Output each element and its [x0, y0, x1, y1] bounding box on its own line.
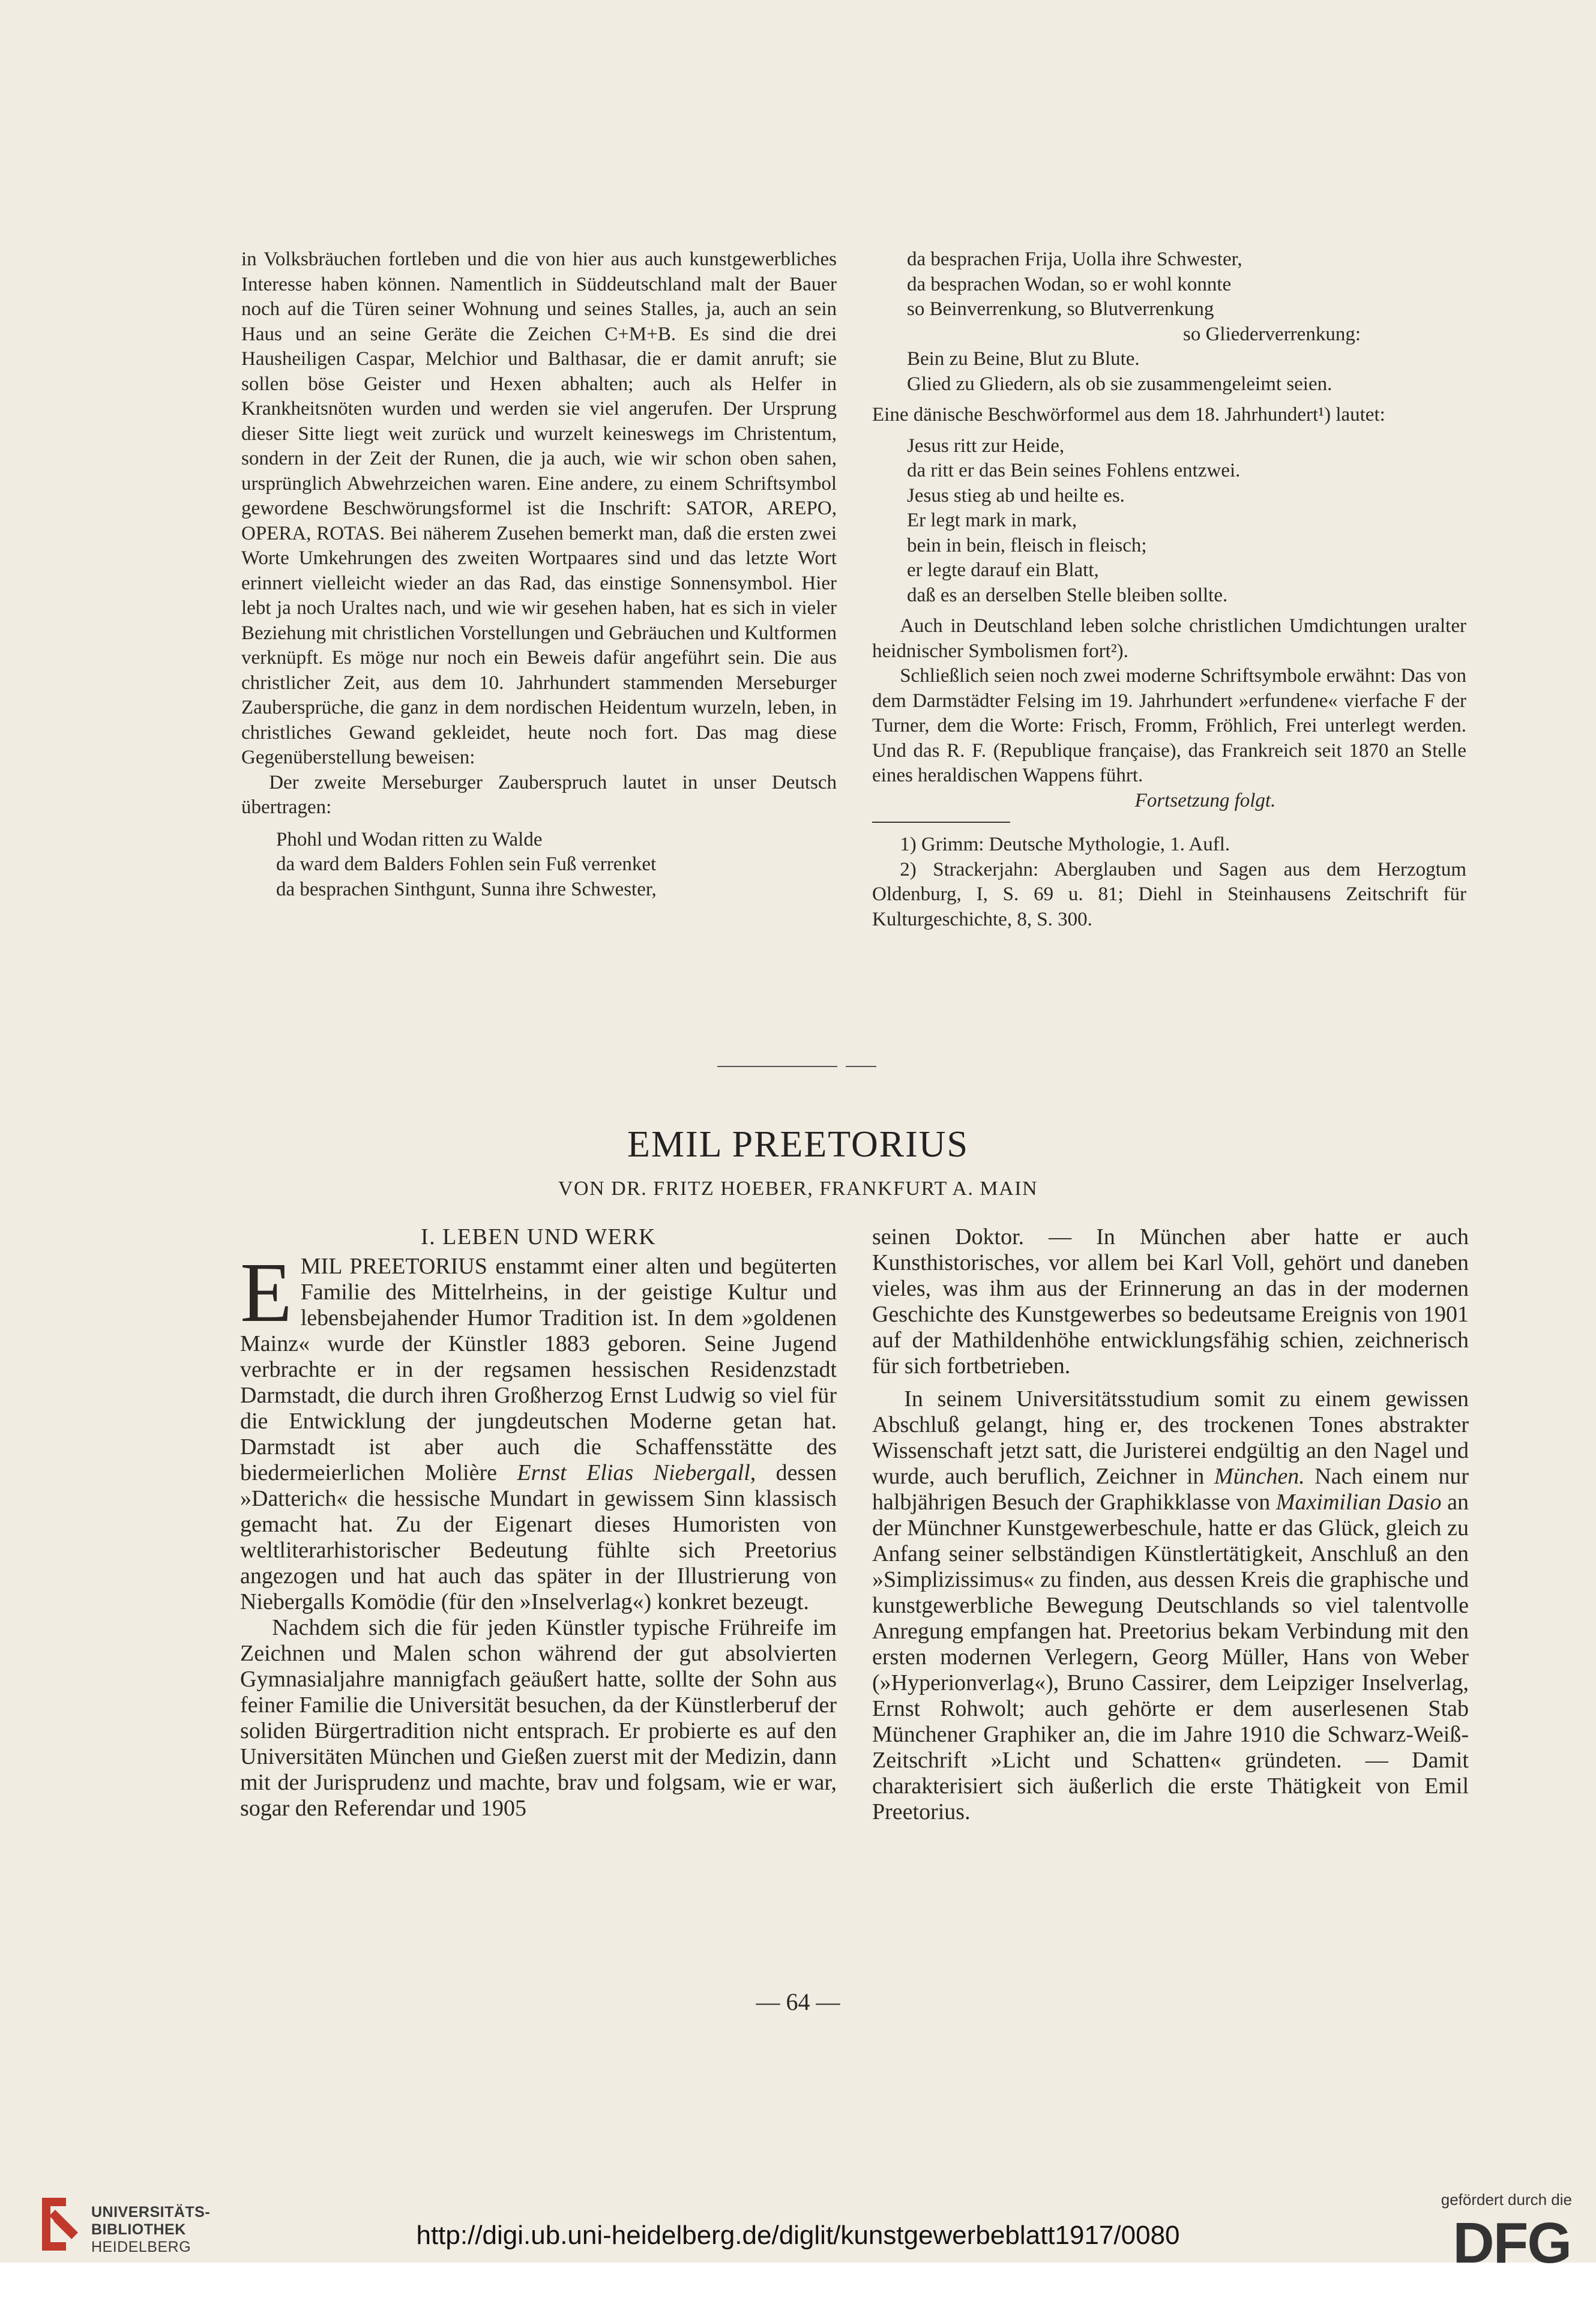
university-library-name: UNIVERSITÄTS- BIBLIOTHEK HEIDELBERG — [91, 2204, 211, 2255]
verse-line: so Gliederverrenkung: — [1183, 323, 1361, 345]
verse-line: so Beinverrenkung, so Blutverrenkung — [907, 298, 1214, 320]
verse-line: Bein zu Beine, Blut zu Blute. — [907, 348, 1140, 370]
verse-line: Er legt mark in mark, — [907, 510, 1077, 531]
footnote: 1) Grimm: Deutsche Mythologie, 1. Aufl. — [900, 834, 1230, 855]
verse-line: Phohl und Wodan ritten zu Walde — [276, 828, 543, 850]
article-title: EMIL PREETORIUS — [627, 1124, 969, 1165]
lower-right-column — [872, 1224, 1469, 1825]
verse-line: daß es an derselben Stelle bleiben sollte. — [907, 584, 1228, 606]
funding-caption: gefördert durch die — [1441, 2191, 1572, 2209]
dfg-logo: DFG — [1453, 2211, 1571, 2275]
continuation-note: Fortsetzung folgt. — [1134, 789, 1276, 811]
verse-block — [872, 434, 1466, 609]
verse-line: bein in bein, fleisch in fleisch; — [907, 534, 1147, 556]
verse-line: da besprachen Frija, Uolla ihre Schwester, — [907, 248, 1242, 270]
page-number: — 64 — — [756, 1988, 840, 2015]
verse-line: Glied zu Gliedern, als ob sie zusammengeleimt seien. — [907, 373, 1333, 395]
paragraph: Auch in Deutschland leben solche christlichen Umdichtungen uralter heidnischer Symbolismen fort²). — [872, 615, 1466, 662]
drop-cap: E — [240, 1245, 292, 1340]
verse-line: Jesus stieg ab und heilte es. — [907, 484, 1125, 507]
paragraph: Eine dänische Beschwörformel aus dem 18. Jahrhundert¹) lautet: — [872, 404, 1385, 426]
upper-right-column — [872, 247, 1466, 932]
paragraph: Der zweite Merseburger Zauberspruch lautet in unser Deutsch übertragen: — [241, 771, 837, 818]
verse-line: da besprachen Wodan, so er wohl konnte — [907, 273, 1232, 295]
upper-left-column — [241, 247, 837, 902]
verse-line: da ritt er das Bein seines Fohlens entzwei. — [907, 460, 1241, 481]
verse-line: Jesus ritt zur Heide, — [907, 435, 1065, 457]
verse-block — [872, 247, 1466, 397]
paragraph: EMIL PREETORIUS enstammt einer alten und begüterten Familie des Mittelrheins, in der geistige Kultur und lebensbejahender Humor Tradition ist. In dem »goldenen Mainz« wurde der Künstler 1883 geboren. Seine Jugend verbrachte er in der regsamen hessischen Residenzstadt Darmstadt, die durch ihren Großherzog Ernst Ludwig so viel für die Entwicklung der jungdeutschen Moderne getan hat. Darmstadt ist aber auch die Schaffensstätte des biedermeierlichen Molière Ernst Elias Niebergall, dessen »Datterich« die hessische Mundart in gewissem Sinn klassisch gemacht hat. Zu der Eigenart dieses Humoristen von weltliterarhistorischer Bedeutung fühlte sich Preetorius angezogen und hat auch das später in der Illustrierung von Niebergalls Komödie (für den »Inselverlag«) konkret bezeugt. — [240, 1245, 837, 1614]
lower-left-column — [240, 1224, 837, 1821]
footnote: 2) Strackerjahn: Aberglauben und Sagen aus dem Herzogtum Oldenburg, I, S. 69 u. 81; Diehl in Steinhausens Zeitschrift für Kulturgeschichte, 8, S. 300. — [872, 858, 1466, 930]
verse-line: da ward dem Balders Fohlen sein Fuß verrenket — [276, 853, 657, 875]
paragraph: Nachdem sich die für jeden Künstler typische Frühreife im Zeichnen und Malen schon während der gut absolvierten Gymnasialjahre mannigfach geäußert hatte, sollte der Sohn aus feiner Familie die Universität besuchen, da der Künstlerberuf der soliden Bürgertradition nicht entsprach. Er probierte es auf den Universitäten München und Gießen zuerst mit der Medizin, dann mit der Jurisprudenz und machte, brav und folgsam, wie er war, sogar den Referendar und 1905 — [240, 1615, 837, 1821]
digital-library-link[interactable]: http://digi.ub.uni-heidelberg.de/diglit/kunstgewerbeblatt1917/0080 — [416, 2221, 1180, 2250]
section-heading: I. LEBEN UND WERK — [420, 1224, 657, 1250]
footnote-rule — [872, 822, 1010, 823]
paragraph: in Volksbräuchen fortleben und die von hier aus auch kunstgewerbliches Interesse haben können. Namentlich in Süddeutschland malt der Bauer noch auf die Türen seiner Wohnung und seines Stalles, ja, auch an sein Haus und an seine Geräte die Zeichen C+M+B. Es sind die drei Hausheiligen Caspar, Melchior und Balthasar, die er damit anruft; sie sollen böse Geister und Hexen abhalten; auch als Helfer in Krankheitsnöten wurden und werden sie viel angerufen. Der Ursprung dieser Sitte liegt weit zurück und wurzelt keineswegs im Christentum, sondern in der Zeit der Runen, die ja auch, wie wir schon oben sahen, ursprünglich Abwehrzeichen waren. Eine andere, zu einem Schriftsymbol gewordene Beschwörungsformel ist die Inschrift: SATOR, AREPO, OPERA, ROTAS. Bei näherem Zusehen bemerkt man, daß die ersten zwei Worte Umkehrungen des zweiten Wortpaares sind und das letzte Wort erinnert vielleicht wieder an das Rad, das einstige Sonnensymbol. Hier lebt ja noch Uraltes nach, und wie wir gesehen haben, hat es sich in vieler Beziehung mit christlichen Vorstellungen und Gebräuchen und Kultformen verknüpft. Es möge nur noch ein Beweis dafür angeführt sein. Die aus christlicher Zeit, aus dem 10. Jahrhundert stammenden Merseburger Zaubersprüche, die ganz in dem nordischen Heidentum wurzeln, leben, in christliches Gewand gekleidet, heute noch fort. Das mag diese Gegenüberstellung beweisen: — [241, 248, 837, 768]
paragraph: seinen Doktor. — In München aber hatte er auch Kunsthistorisches, vor allem bei Karl Voll, gehört und daneben vieles, was ihm aus der Erinnerung an das in der modernen Geschichte des Kunstgewerbes so bedeutsame Ereignis von 1901 auf der Mathildenhöhe entwicklungsfähig schien, zeichnerisch für sich fortbetrieben. — [872, 1224, 1469, 1379]
paragraph: In seinem Universitätsstudium somit zu einem gewissen Abschluß gelangt, hing er, des trockenen Tones abstrakter Wissenschaft jetzt satt, die Juristerei endgültig an den Nagel und wurde, auch beruflich, Zeichner in München. Nach einem nur halbjährigen Besuch der Graphikklasse von Maximilian Dasio an der Münchner Kunstgewerbeschule, hatte er das Glück, gleich zu Anfang seiner selbständigen Künstlertätigkeit, Anschluß an den »Simplizissimus« zu finden, aus dessen Kreis die graphische und kunstgewerbliche Bewegung Deutschlands so viel talentvolle Anregung empfangen hat. Preetorius bekam Verbindung mit den ersten modernen Verlegern, Georg Müller, Hans von Weber (»Hyperionverlag«), Bruno Cassirer, dem Leipziger Inselverlag, Ernst Rohwolt; auch gehörte er dem auserlesenen Stab Münchener Graphiker an, die im Jahre 1910 die Schwarz-Weiß-Zeitschrift »Licht und Schatten« gründeten. — Damit charakterisiert sich äußerlich die erste Thätigkeit von Emil Preetorius. — [872, 1386, 1469, 1824]
paragraph: Schließlich seien noch zwei moderne Schriftsymbole erwähnt: Das von dem Darmstädter Felsing im 19. Jahrhundert »erfundene« vierfache F der Turner, dem die Worte: Frisch, Fromm, Fröhlich, Frei unterlegt werden. Und das R. F. (Republique française), das Frankreich seit 1870 an Stelle eines heraldischen Wappens führt. — [872, 665, 1466, 786]
verse-block — [241, 828, 837, 903]
section-separator — [717, 1066, 876, 1067]
verse-line: da besprachen Sinthgunt, Sunna ihre Schwester, — [276, 878, 657, 900]
article-byline: VON DR. FRITZ HOEBER, FRANKFURT A. MAIN — [558, 1178, 1038, 1200]
verse-line: er legte darauf ein Blatt, — [907, 559, 1099, 581]
